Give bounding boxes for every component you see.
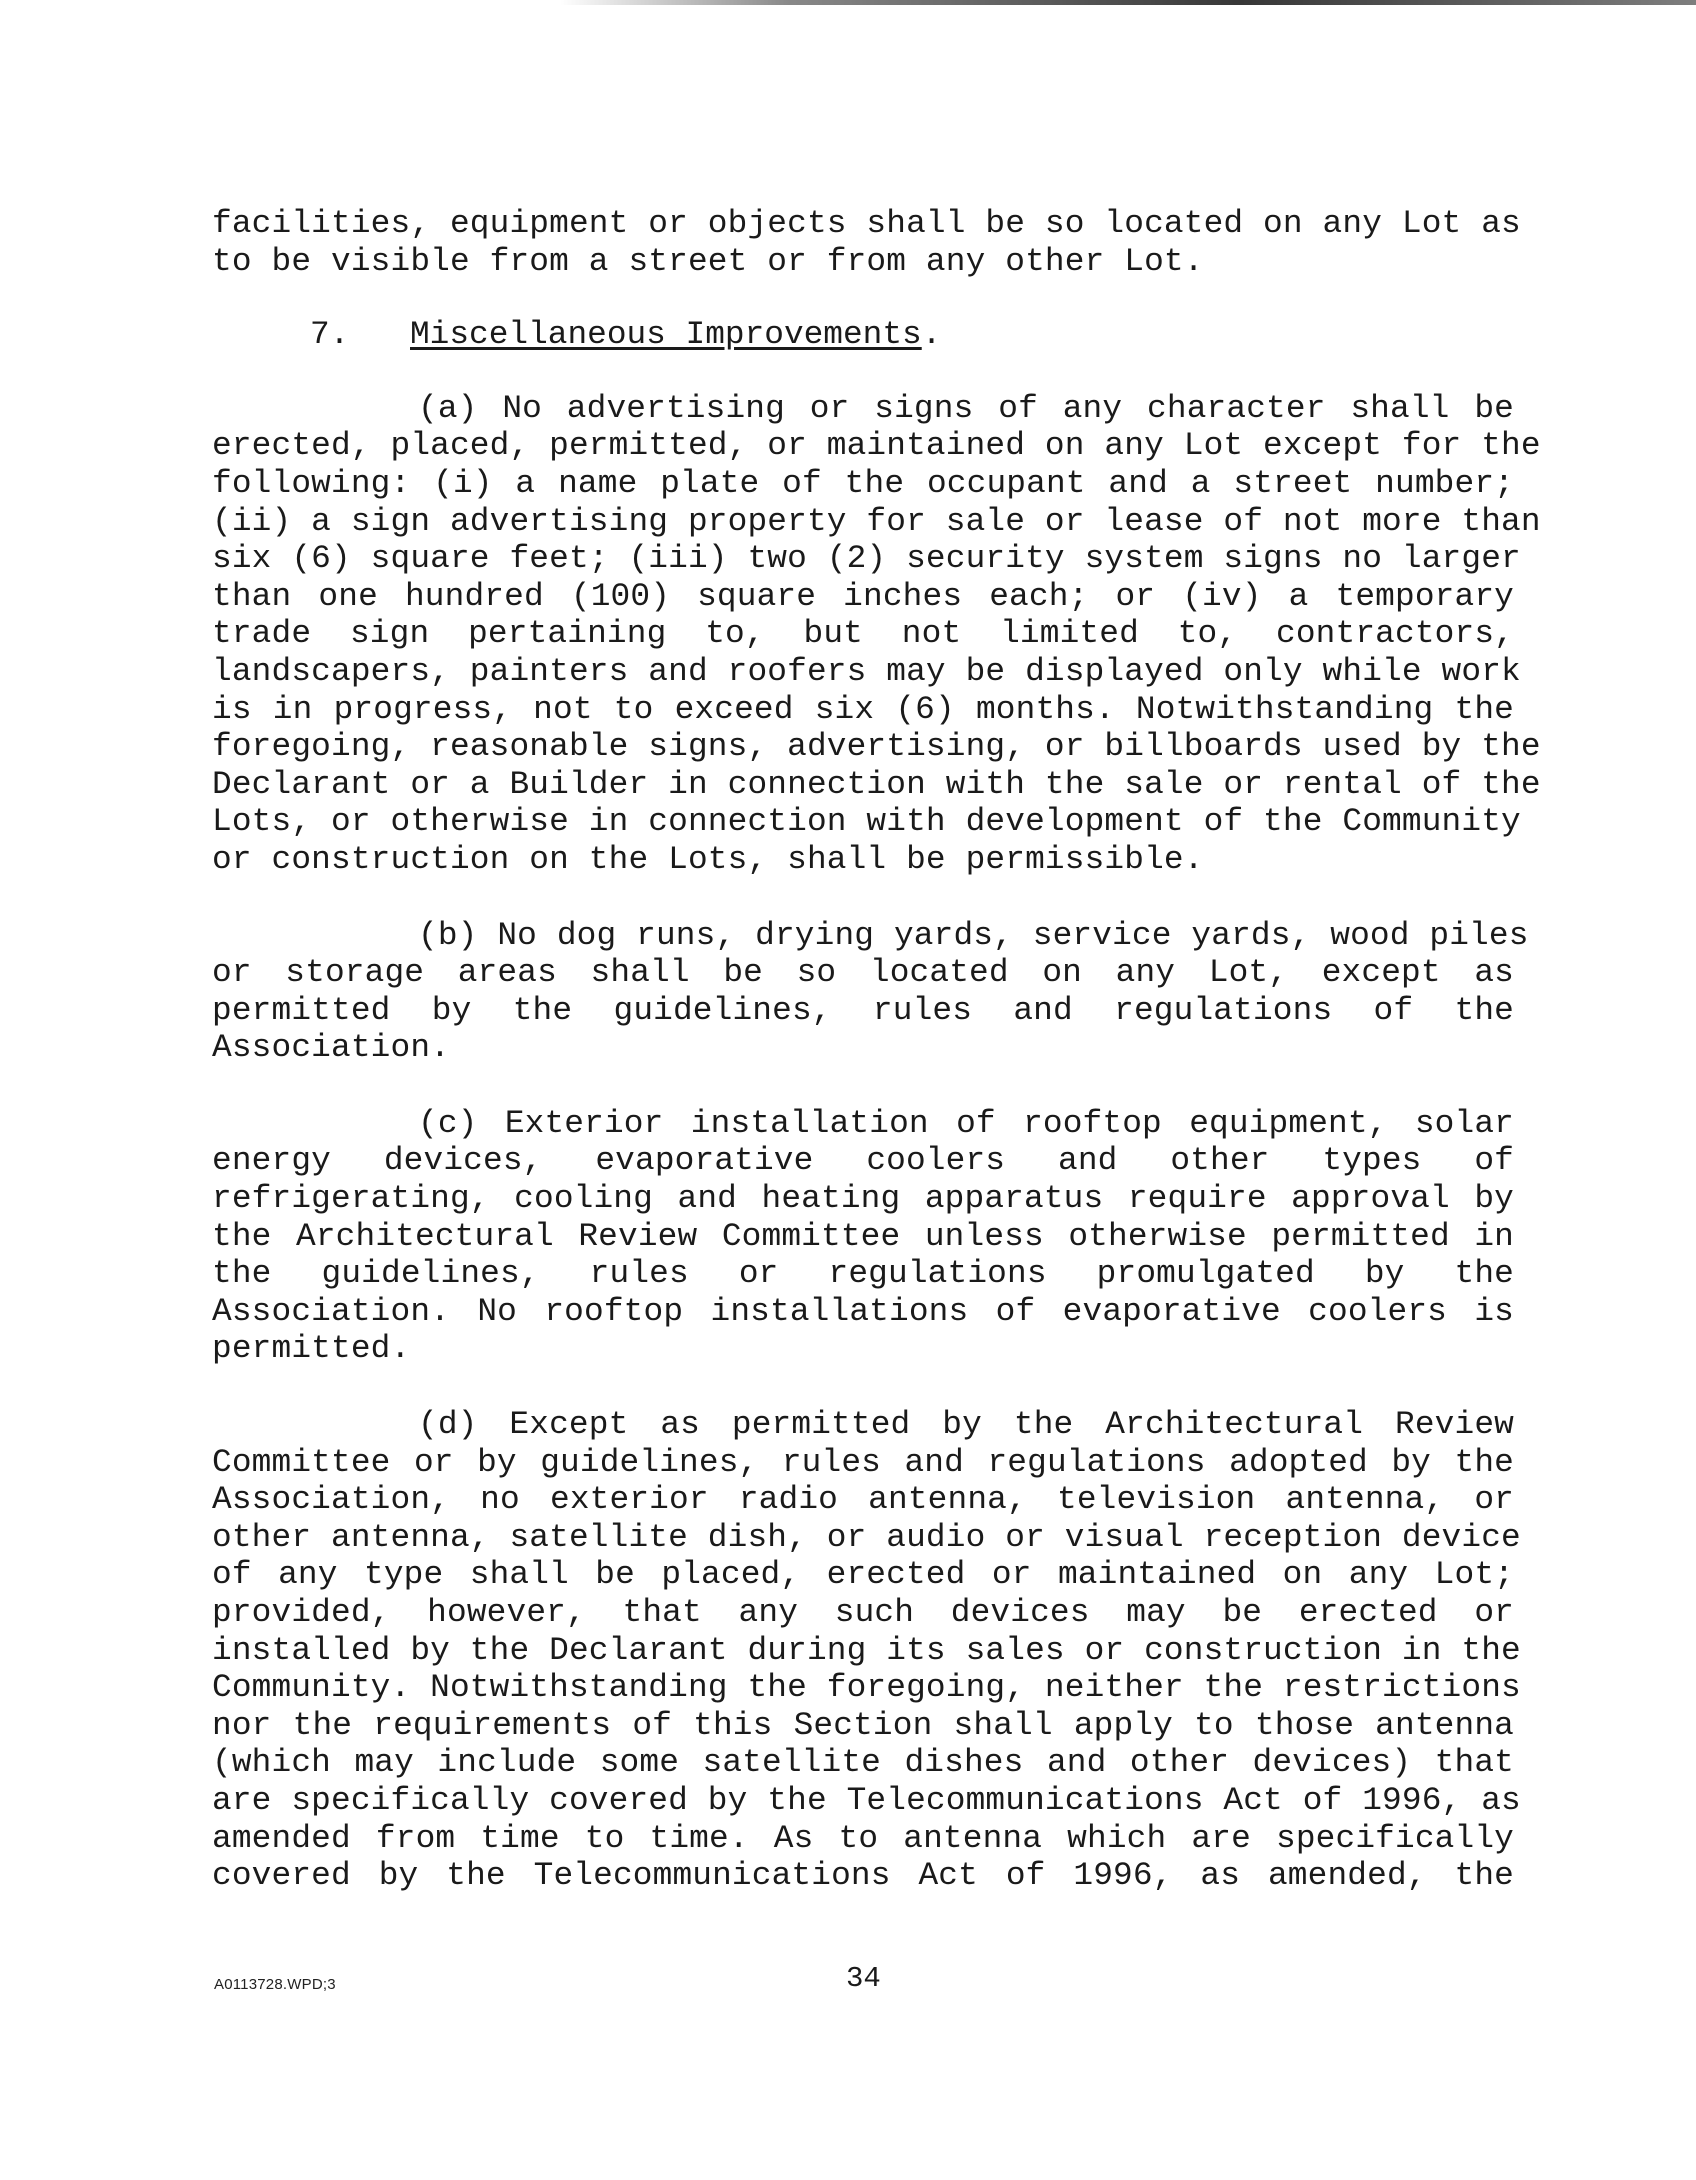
text-line: amended from time to time. As to antenna which are specifically [212,1819,1514,1857]
text-line: Declarant or a Builder in connection with the sale or rental of the [212,765,1541,803]
text-line: trade sign pertaining to, but not limited to, contractors, [212,615,1514,653]
section-heading [212,316,1514,354]
text-line: permitted. [212,1330,411,1368]
text-line: Association. No rooftop installations of evaporative coolers is [212,1292,1514,1330]
text-line: landscapers, painters and roofers may be displayed only while work [212,652,1521,690]
text-line: of any type shall be placed, erected or maintained on any Lot; [212,1556,1514,1594]
text-line: are specifically covered by the Telecommunications Act of 1996, as [212,1781,1521,1819]
text-line: to be visible from a street or from any other Lot. [212,242,1204,280]
text-line: Committee or by guidelines, rules and regulations adopted by the [212,1443,1514,1481]
text-line: nor the requirements of this Section shall apply to those antenna [212,1706,1514,1744]
section-title: Miscellaneous Improvements [410,316,922,354]
text-line: (b) No dog runs, drying yards, service yards, wood piles [418,916,1529,954]
text-line: following: (i) a name plate of the occupant and a street number; [212,464,1514,502]
text-line: (d) Except as permitted by the Architectural Review [418,1406,1514,1444]
text-line: refrigerating, cooling and heating apparatus require approval by [212,1180,1514,1218]
text-line: (ii) a sign advertising property for sale or lease of not more than [212,502,1541,540]
paragraph-a [212,389,1541,879]
text-line: is in progress, not to exceed six (6) months. Notwithstanding the [212,690,1514,728]
text-line: energy devices, evaporative coolers and other types of [212,1142,1514,1180]
text-line: (c) Exterior installation of rooftop equipment, solar [418,1104,1514,1142]
document-code: A0113728.WPD;3 [214,1976,336,1993]
text-line: six (6) square feet; (iii) two (2) security system signs no larger [212,540,1521,578]
paragraph-b [212,916,1529,1067]
text-line: other antenna, satellite dish, or audio or visual reception device [212,1518,1521,1556]
text-line: Association. [212,1029,450,1067]
text-line: covered by the Telecommunications Act of 1996, as amended, the [212,1857,1514,1895]
text-line: the guidelines, rules or regulations promulgated by the [212,1255,1514,1293]
text-line: provided, however, that any such devices may be erected or [212,1594,1514,1631]
text-line: Association, no exterior radio antenna, television antenna, or [212,1481,1514,1519]
opening-paragraph [212,205,1521,280]
page-number: 34 [846,1962,881,1995]
text-line: installed by the Declarant during its sales or construction in the [212,1631,1521,1669]
text-line: Community. Notwithstanding the foregoing, neither the restrictions [212,1669,1521,1707]
paragraph-d [212,1406,1521,1895]
text-line: foregoing, reasonable signs, advertising, or billboards used by the [212,728,1541,766]
text-line: permitted by the guidelines, rules and regulations of the [212,991,1514,1029]
text-line: than one hundred (100) square inches each; or (iv) a temporary [212,577,1514,615]
text-line: (which may include some satellite dishes and other devices) that [212,1744,1514,1782]
text-line: or storage areas shall be so located on any Lot, except as [212,954,1514,992]
document-body [212,205,1541,1895]
text-line: Lots, or otherwise in connection with development of the Community [212,803,1521,841]
text-line: or construction on the Lots, shall be permissible. [212,840,1204,878]
text-line: facilities, equipment or objects shall be so located on any Lot as [212,205,1521,242]
section-number: 7. [310,316,350,354]
scan-artifact-line [560,0,1696,5]
section-title-suffix: . [921,316,942,354]
paragraph-c [212,1105,1514,1368]
text-line: erected, placed, permitted, or maintained on any Lot except for the [212,427,1541,465]
text-line: (a) No advertising or signs of any character shall be [418,389,1514,427]
text-line: the Architectural Review Committee unless otherwise permitted in [212,1217,1514,1255]
